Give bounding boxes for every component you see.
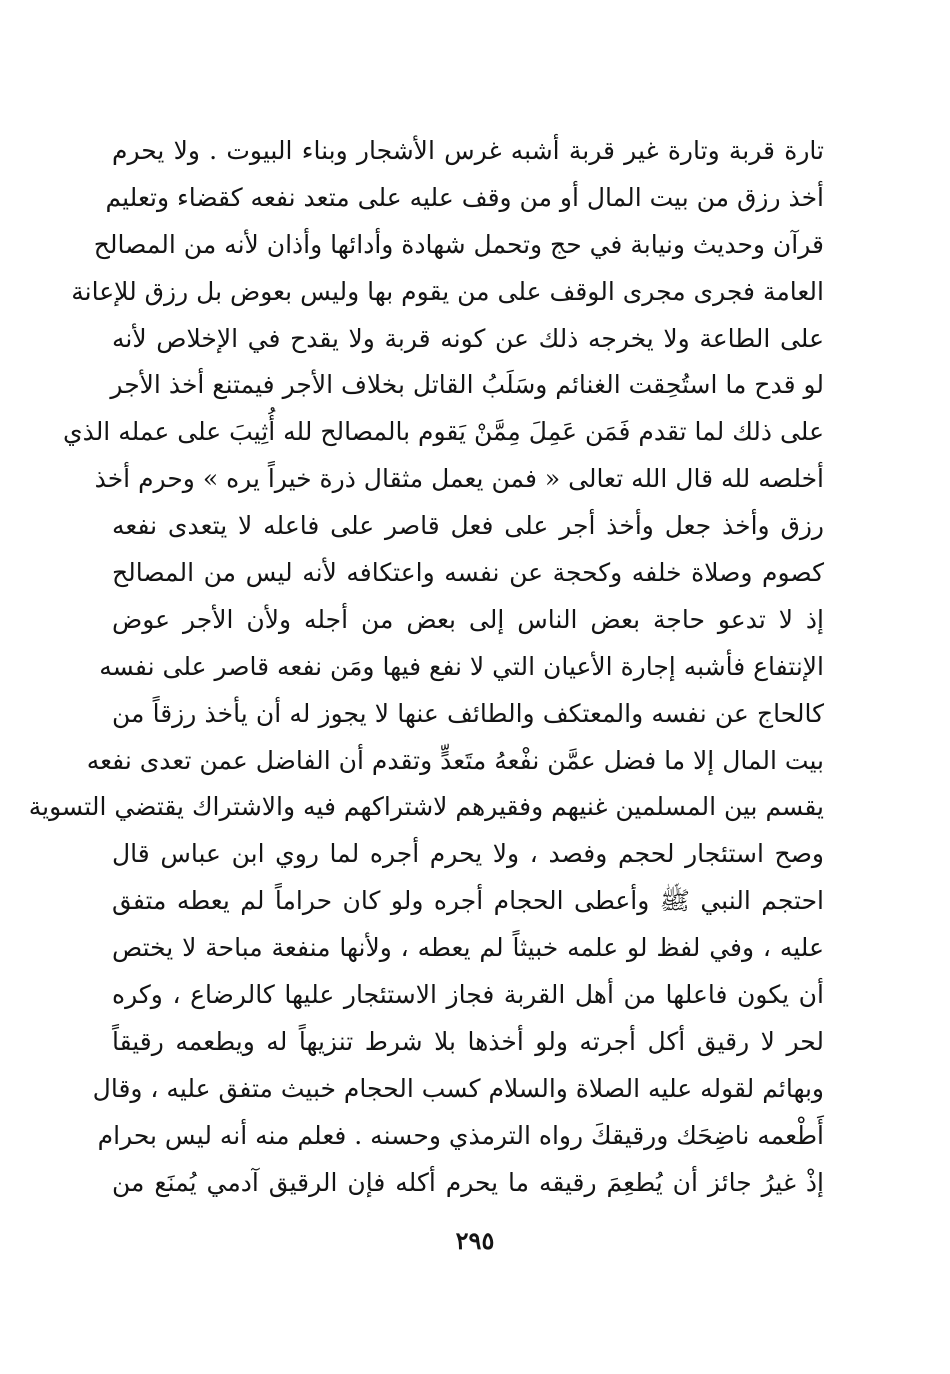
text-line: تارة قربة وتارة غير قربة أشبه غرس الأشجار وبناء البيوت . ولا يحرم xyxy=(112,136,824,165)
text-line: عليه ، وفي لفظ لو علمه خبيثاً لم يعطه ، ولأنها منفعة مباحة لا يختص xyxy=(112,933,824,963)
page-number: ٢٩٥ xyxy=(455,1226,495,1255)
text-line: احتجم النبي ﷺ وأعطى الحجام أجره ولو كان حراماً لم يعطه متفق xyxy=(112,886,824,916)
text-line: بيت المال إلا ما فضل عمَّن نفْعهُ متَعدٍّ وتقدم أن الفاضل عمن تعدى نفعه xyxy=(86,745,824,775)
text-line: أَطْعمه ناضِحَك ورقيقكَ رواه الترمذي وحسنه . فعلم منه أنه ليس بحرام xyxy=(97,1120,824,1150)
text-line: لحر لا رقيق أكل أجرته ولو أخذها بلا شرط تنزيهاً له ويطعمه رقيقاً xyxy=(112,1026,824,1056)
text-line: لو قدح ما استُحِقت الغنائم وسَلَبُ القاتل بخلاف الأجر فيمتنع أخذ الأجر xyxy=(110,370,824,400)
text-line: على ذلك لما تقدم فَمَن عَمِلَ مِمَّنْ يَقوم بالمصالح لله أُثِيبَ على عمله الذي xyxy=(63,417,824,447)
page-body-text xyxy=(28,128,824,1206)
text-line: وصح استئجار لحجم وفصد ، ولا يحرم أجره لما روي ابن عباس قال xyxy=(112,839,824,869)
text-line: وبهائم لقوله عليه الصلاة والسلام كسب الحجام خبيث متفق عليه ، وقال xyxy=(92,1073,824,1103)
text-line: يقسم بين المسلمين غنيهم وفقيرهم لاشتراكهم فيه والاشتراك يقتضي التسوية xyxy=(28,792,824,822)
text-line: قرآن وحديث ونيابة في حج وتحمل شهادة وأدائها وأذان لأنه من المصالح xyxy=(93,229,824,259)
text-line: أن يكون فاعلها من أهل القربة فجاز الاستئجار عليها كالرضاع ، وكره xyxy=(112,980,824,1010)
text-line: كالحاج عن نفسه والمعتكف والطائف عنها لا يجوز له أن يأخذ رزقاً من xyxy=(112,698,824,728)
text-line: أخلصه لله قال الله تعالى « فمن يعمل مثقال ذرة خيراً يره » وحرم أخذ xyxy=(94,464,824,494)
text-line: على الطاعة ولا يخرجه ذلك عن كونه قربة ولا يقدح في الإخلاص لأنه xyxy=(112,323,824,353)
text-line: إذْ غيرُ جائز أن يُطعِمَ رقيقه ما يحرم أكله فإن الرقيق آدمي يُمنَع من xyxy=(112,1167,824,1197)
text-line: كصوم وصلاة خلفه وكحجة عن نفسه واعتكافه لأنه ليس من المصالح xyxy=(112,558,824,588)
text-line: أخذ رزق من بيت المال أو من وقف عليه على متعد نفعه كقضاء وتعليم xyxy=(105,182,824,212)
text-line: العامة فجرى مجرى الوقف على من يقوم بها وليس بعوض بل رزق للإعانة xyxy=(71,276,824,306)
text-line: رزق وأخذ جعل وأخذ أجر على فعل قاصر على فاعله لا يتعدى نفعه xyxy=(112,511,824,541)
text-line: إذ لا تدعو حاجة بعض الناس إلى بعض من أجله ولأن الأجر عوض xyxy=(112,604,824,634)
text-line: الإنتفاع فأشبه إجارة الأعيان التي لا نفع فيها ومَن نفعه قاصر على نفسه xyxy=(99,651,824,681)
